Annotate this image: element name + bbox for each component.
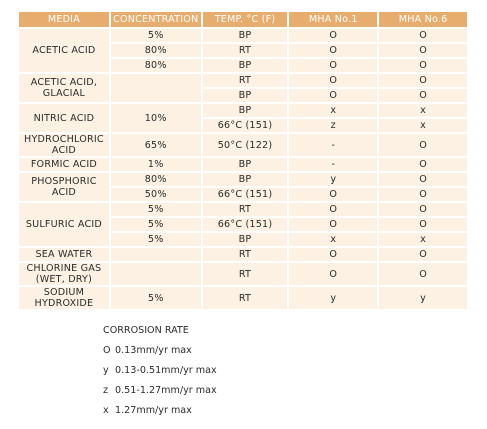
header-temperature: TEMP. °C (F) xyxy=(203,12,288,27)
mha-no1-cell: O xyxy=(289,263,377,285)
legend-symbol: O xyxy=(103,345,111,356)
temperature-cell: RT xyxy=(203,203,288,216)
concentration-cell: 5% xyxy=(111,287,201,309)
mha-no6-cell: O xyxy=(379,248,467,261)
temperature-cell: BP xyxy=(203,59,288,72)
concentration-cell: 80% xyxy=(111,44,201,57)
temperature-cell: RT xyxy=(203,74,288,87)
concentration-cell xyxy=(111,74,201,102)
concentration-cell: 5% xyxy=(111,203,201,216)
mha-no6-cell: O xyxy=(379,263,467,285)
media-cell: PHOSPHORIC ACID xyxy=(19,173,109,201)
concentration-cell: 80% xyxy=(111,59,201,72)
mha-no6-cell: O xyxy=(379,59,467,72)
mha-no1-cell: y xyxy=(289,287,377,309)
legend-item xyxy=(103,401,217,421)
mha-no6-cell: O xyxy=(379,173,467,186)
mha-no6-cell: O xyxy=(379,29,467,42)
table-row xyxy=(19,173,467,186)
media-cell: ACETIC ACID, GLACIAL xyxy=(19,74,109,102)
media-cell: SODIUM HYDROXIDE xyxy=(19,287,109,309)
mha-no6-cell: O xyxy=(379,89,467,102)
mha-no6-cell: O xyxy=(379,74,467,87)
concentration-cell: 80% xyxy=(111,173,201,186)
concentration-cell: 5% xyxy=(111,233,201,246)
legend-text: 0.13-0.51mm/yr max xyxy=(115,365,217,376)
table-row xyxy=(19,287,467,309)
mha-no6-cell: O xyxy=(379,134,467,156)
legend-item xyxy=(103,381,217,401)
temperature-cell: RT xyxy=(203,287,288,309)
mha-no1-cell: x xyxy=(289,233,377,246)
concentration-cell: 50% xyxy=(111,188,201,201)
media-cell: NITRIC ACID xyxy=(19,104,109,132)
mha-no6-cell: y xyxy=(379,287,467,309)
temperature-cell: RT xyxy=(203,263,288,285)
media-cell: CHLORINE GAS (WET, DRY) xyxy=(19,263,109,285)
temperature-cell: BP xyxy=(203,89,288,102)
temperature-cell: 66°C (151) xyxy=(203,188,288,201)
media-cell: FORMIC ACID xyxy=(19,158,109,171)
mha-no6-cell: O xyxy=(379,218,467,231)
corrosion-table xyxy=(17,10,469,311)
legend-title: CORROSION RATE xyxy=(103,325,189,336)
media-cell: ACETIC ACID xyxy=(19,29,109,72)
media-cell: HYDROCHLORIC ACID xyxy=(19,134,109,156)
temperature-cell: BP xyxy=(203,173,288,186)
table-row xyxy=(19,203,467,216)
table-row xyxy=(19,134,467,156)
mha-no1-cell: - xyxy=(289,134,377,156)
temperature-cell: RT xyxy=(203,44,288,57)
temperature-cell: RT xyxy=(203,248,288,261)
corrosion-rate-legend xyxy=(103,321,217,421)
mha-no6-cell: x xyxy=(379,104,467,117)
table-header-row xyxy=(19,12,467,27)
concentration-cell: 1% xyxy=(111,158,201,171)
legend-text: 1.27mm/yr max xyxy=(115,405,192,416)
mha-no1-cell: O xyxy=(289,59,377,72)
temperature-cell: 66°C (151) xyxy=(203,119,288,132)
header-concentration: CONCENTRATION xyxy=(111,12,201,27)
temperature-cell: BP xyxy=(203,29,288,42)
concentration-cell: 5% xyxy=(111,29,201,42)
mha-no6-cell: O xyxy=(379,203,467,216)
media-cell: SULFURIC ACID xyxy=(19,203,109,246)
mha-no6-cell: x xyxy=(379,233,467,246)
concentration-cell: 5% xyxy=(111,218,201,231)
table-row xyxy=(19,248,467,261)
concentration-cell xyxy=(111,248,201,261)
legend-text: 0.51-1.27mm/yr max xyxy=(115,385,217,396)
mha-no1-cell: x xyxy=(289,104,377,117)
legend-text: 0.13mm/yr max xyxy=(115,345,192,356)
mha-no1-cell: O xyxy=(289,29,377,42)
mha-no6-cell: O xyxy=(379,188,467,201)
mha-no1-cell: O xyxy=(289,74,377,87)
table-row xyxy=(19,158,467,171)
mha-no6-cell: O xyxy=(379,44,467,57)
concentration-cell: 65% xyxy=(111,134,201,156)
mha-no1-cell: z xyxy=(289,119,377,132)
legend-symbol: z xyxy=(103,385,109,396)
concentration-cell xyxy=(111,263,201,285)
legend-item xyxy=(103,361,217,381)
header-media: MEDIA xyxy=(19,12,109,27)
table-row xyxy=(19,263,467,285)
mha-no1-cell: O xyxy=(289,203,377,216)
mha-no1-cell: y xyxy=(289,173,377,186)
mha-no1-cell: O xyxy=(289,89,377,102)
mha-no1-cell: O xyxy=(289,218,377,231)
media-cell: SEA WATER xyxy=(19,248,109,261)
temperature-cell: 50°C (122) xyxy=(203,134,288,156)
table-row xyxy=(19,74,467,87)
mha-no1-cell: O xyxy=(289,248,377,261)
legend-symbol: y xyxy=(103,365,109,376)
table-body xyxy=(19,29,467,309)
mha-no6-cell: O xyxy=(379,158,467,171)
temperature-cell: BP xyxy=(203,104,288,117)
concentration-cell: 10% xyxy=(111,104,201,132)
legend-symbol: x xyxy=(103,405,109,416)
temperature-cell: 66°C (151) xyxy=(203,218,288,231)
header-mha-no1: MHA No.1 xyxy=(289,12,377,27)
table-row xyxy=(19,29,467,42)
mha-no1-cell: - xyxy=(289,158,377,171)
mha-no1-cell: O xyxy=(289,44,377,57)
table-row xyxy=(19,104,467,117)
mha-no6-cell: x xyxy=(379,119,467,132)
legend-items xyxy=(103,341,217,421)
temperature-cell: BP xyxy=(203,233,288,246)
legend-item xyxy=(103,341,217,361)
temperature-cell: BP xyxy=(203,158,288,171)
header-mha-no6: MHA No.6 xyxy=(379,12,467,27)
mha-no1-cell: O xyxy=(289,188,377,201)
